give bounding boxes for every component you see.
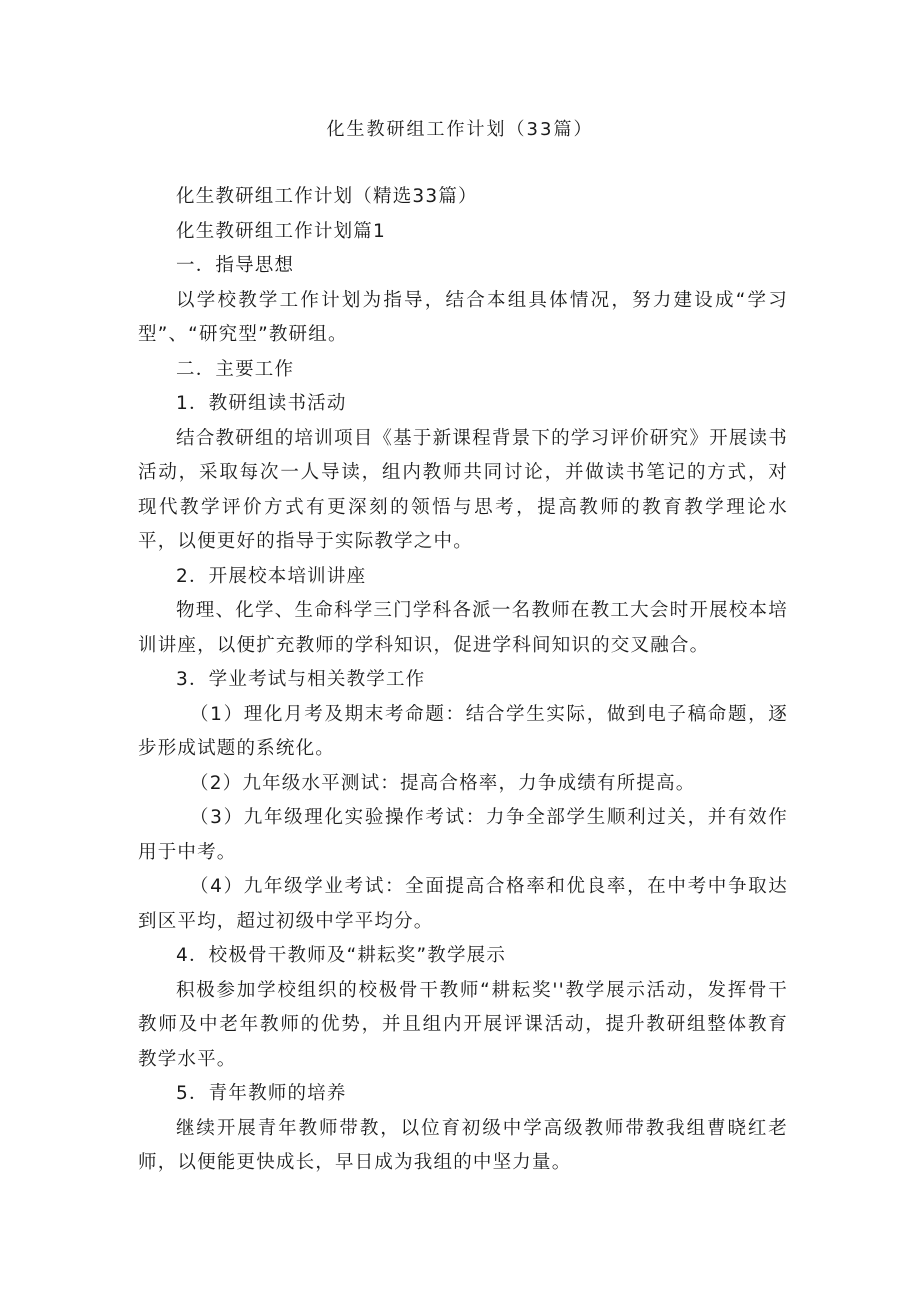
heading-teaching-showcase: 4．校极骨干教师及“耕耘奖”教学展示 [176,945,507,966]
paragraph: 物理、化学、生命科学三门学科各派一名教师在教工大会时开展校本培训讲座，以便扩充教师的学科知识，促进学科间知识的交叉融合。 [138,600,788,656]
list-item: （3）九年级理化实验操作考试：力争全部学生顺利过关，并有效作用于中考。 [138,807,788,863]
document-title: 化生教研组工作计划（33篇） [326,119,594,140]
heading-guiding-thought: 一．指导思想 [176,255,295,276]
list-item: （2）九年级水平测试：提高合格率，力争成绩有所提高。 [190,772,696,794]
heading-main-work: 二．主要工作 [176,358,295,380]
section-heading: 化生教研组工作计划篇1 [176,220,386,242]
heading-reading-activity: 1．教研组读书活动 [176,393,347,414]
heading-training-lecture: 2．开展校本培训讲座 [176,565,367,587]
paragraph: 继续开展青年教师带教，以位育初级中学高级教师带教我组曹晓红老师，以便能更快成长，早日成为我组的中坚力量。 [138,1117,788,1173]
heading-exams: 3．学业考试与相关教学工作 [176,669,426,690]
paragraph: 结合教研组的培训项目《基于新课程背景下的学习评价研究》开展读书活动，采取每次一人导读，组内教师共同讨论，并做读书笔记的方式，对现代教学评价方式有更深刻的领悟与思考，提高教师的教育教学理论水平，以便更好的指导于实际教学之中。 [138,427,788,552]
paragraph: 以学校教学工作计划为指导，结合本组具体情况，努力建设成“学习型”、“研究型”教研组。 [138,289,788,345]
doc-subtitle: 化生教研组工作计划（精选33篇） [176,186,478,207]
document-body [138,180,788,1181]
list-item: （1）理化月考及期末考命题：结合学生实际，做到电子稿命题，逐步形成试题的系统化。 [138,703,788,759]
list-item: （4）九年级学业考试：全面提高合格率和优良率，在中考中争取达到区平均，超过初级中学平均分。 [138,876,788,932]
paragraph: 积极参加学校组织的校极骨干教师“耕耘奖''教学展示活动，发挥骨干教师及中老年教师的优势，并且组内开展评课活动，提升教研组整体教育教学水平。 [138,979,788,1070]
heading-young-teachers: 5．青年教师的培养 [176,1083,347,1104]
